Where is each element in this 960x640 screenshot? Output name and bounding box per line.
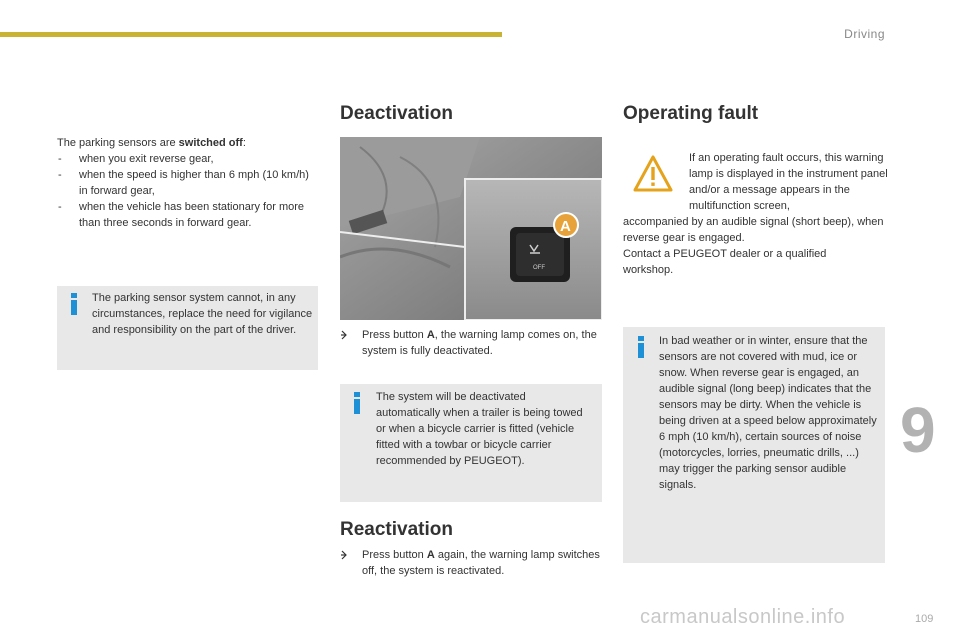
reactivation-step-bold: A [426, 549, 435, 561]
reactivation-step-text: Press button [362, 549, 427, 561]
list-item: - when the speed is higher than 6 mph (10 km/h) in forward gear, [57, 167, 319, 199]
page-number: 109 [915, 613, 934, 625]
deactivation-step-suffix: , the warning lamp comes on, the system is fully deactivated. [362, 329, 597, 357]
photo-button-label: A [560, 218, 571, 235]
weather-note-text: In bad weather or in winter, ensure that the sensors are not covered with mud, ice or snow. When reverse gear is engaged, an audible signal (long beep) indicates that the sensors may be dirty. When the vehicle is being driven at a speed below approximately 6 mph (10 km/h), certain sources of noise (motorcycles, lorries, pneumatic drills, ...) may trigger the parking sensor audible signals. [659, 335, 877, 491]
reactivation-title: Reactivation [340, 519, 453, 540]
fault-text-full: accompanied by an audible signal (short beep), when reverse gear is engaged. [623, 216, 884, 244]
fault-contact: Contact a PEUGEOT dealer or a qualified workshop. [623, 248, 827, 276]
info-icon [71, 293, 77, 315]
reactivation-step [340, 547, 602, 579]
intro-block [57, 135, 319, 231]
deactivation-step [340, 327, 602, 359]
deactivation-step-bold: A [426, 329, 435, 341]
arrow-bullet-icon [340, 327, 350, 343]
dashboard-photo [340, 137, 602, 320]
watermark: carmanualsonline.info [640, 606, 846, 628]
list-item: - when the vehicle has been stationary for more than three seconds in forward gear. [57, 199, 319, 231]
intro-lead [57, 135, 319, 151]
chapter-number: 9 [900, 394, 936, 466]
intro-list [57, 151, 319, 231]
reactivation-step-suffix: again, the warning lamp switches off, the system is reactivated. [362, 549, 600, 577]
deactivation-step-text: Press button [362, 329, 427, 341]
info-icon [354, 392, 360, 414]
list-item: - when you exit reverse gear, [57, 151, 319, 167]
fault-text-wrapped: If an operating fault occurs, this warning lamp is displayed in the instrument panel and/or a message appears in the multifunction screen, [689, 152, 888, 212]
warning-triangle-icon [633, 155, 673, 193]
info-icon [638, 336, 644, 358]
arrow-bullet-icon [340, 547, 350, 563]
weather-note-box [623, 327, 885, 563]
operating-fault-title: Operating fault [623, 103, 759, 124]
vigilance-note-text: The parking sensor system cannot, in any circumstances, replace the need for vigilance and responsibility on the part of the driver. [92, 292, 313, 336]
accent-bar [0, 32, 502, 37]
section-label: Driving [844, 27, 885, 41]
intro-lead-bold: switched off [178, 137, 243, 149]
trailer-note-text: The system will be deactivated automatically when a trailer is being towed or when a bicycle carrier is fitted (vehicle fitted with a towbar or bicycle carrier recommended by PEUGEOT). [376, 391, 583, 467]
vigilance-note-box [57, 286, 318, 370]
intro-lead-text: The parking sensors are [57, 137, 179, 149]
dashboard-illustration [340, 137, 602, 320]
intro-lead-suffix: : [242, 137, 246, 149]
photo-button-text: OFF [533, 265, 545, 271]
deactivation-title: Deactivation [340, 103, 453, 124]
trailer-note-box [340, 384, 602, 502]
